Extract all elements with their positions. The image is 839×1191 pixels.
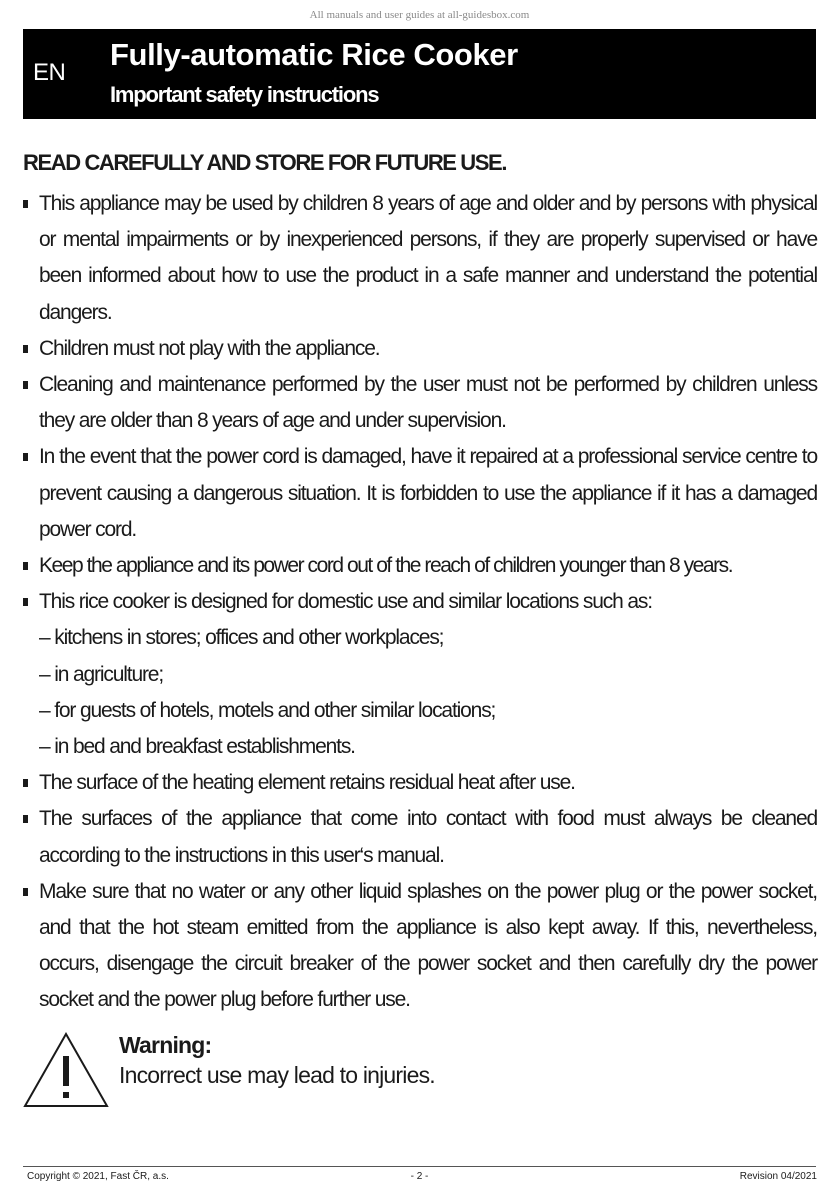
bullet-icon xyxy=(23,562,28,570)
bullet-icon xyxy=(23,453,28,461)
sub-item: – in bed and breakfast establishments. xyxy=(39,735,355,759)
document-subtitle: Important safety instructions xyxy=(110,82,379,107)
revision-text: Revision 04/2021 xyxy=(739,1171,817,1182)
safety-instructions-list xyxy=(23,186,817,1019)
warning-triangle-icon xyxy=(23,1032,109,1108)
language-code: EN xyxy=(33,59,66,86)
bullet-icon xyxy=(23,381,28,389)
list-item xyxy=(23,367,817,439)
bullet-icon xyxy=(23,779,28,787)
footer-divider xyxy=(23,1166,816,1167)
list-item-text: This rice cooker is designed for domestic use and similar locations such as: xyxy=(39,590,652,614)
list-item-text: Make sure that no water or any other liquid splashes on the power plug or the power socket, and that the hot steam emitted from the appliance is also kept away. If this, nevertheless, occurs, disengage the circuit breaker of the power socket and then carefully dry the power socket and the power plug before further use. xyxy=(39,879,817,1012)
bullet-icon xyxy=(23,888,28,896)
copyright-text: Copyright © 2021, Fast ČR, a.s. xyxy=(27,1171,169,1182)
list-item-text: The surfaces of the appliance that come into contact with food must always be cleaned according to the instructions in this user‘s manual. xyxy=(39,807,817,867)
list-item xyxy=(23,584,817,765)
list-item xyxy=(23,439,817,548)
list-item-text: Children must not play with the appliance. xyxy=(39,336,380,360)
sub-item: – for guests of hotels, motels and other similar locations; xyxy=(39,698,496,722)
list-item-text: The surface of the heating element retains residual heat after use. xyxy=(39,771,575,795)
bullet-icon xyxy=(23,200,28,208)
list-item xyxy=(23,874,817,1019)
sub-item: – in agriculture; xyxy=(39,662,164,686)
bullet-icon xyxy=(23,815,28,823)
list-item-text: This appliance may be used by children 8 years of age and older and by persons with physical or mental impairments or by inexperienced persons, if they are properly supervised or have been informed about how to use the product in a safe manner and understand the potential dangers. xyxy=(39,192,817,324)
page-number: - 2 - xyxy=(410,1171,429,1182)
list-item xyxy=(23,548,817,584)
list-item xyxy=(23,331,817,367)
warning-text: Incorrect use may lead to injuries. xyxy=(119,1062,435,1088)
list-item xyxy=(23,765,817,801)
sub-item: – kitchens in stores; offices and other workplaces; xyxy=(39,626,444,650)
warning-label: Warning: xyxy=(119,1032,212,1058)
list-item-text: Cleaning and maintenance performed by the user must not be performed by children unless they are older than 8 years of age and under supervision. xyxy=(39,373,817,433)
watermark: All manuals and user guides at all-guidesbox.com xyxy=(309,9,530,21)
list-item xyxy=(23,801,817,873)
warning-block xyxy=(23,1032,523,1112)
bullet-icon xyxy=(23,345,28,353)
title-banner xyxy=(23,29,816,119)
section-heading: READ CAREFULLY AND STORE FOR FUTURE USE. xyxy=(23,150,507,175)
list-item-text: In the event that the power cord is damaged, have it repaired at a professional service centre to prevent causing a dangerous situation. It is forbidden to use the appliance if it has a damaged power cord. xyxy=(39,445,817,541)
bullet-icon xyxy=(23,598,28,606)
list-item-text: Keep the appliance and its power cord out of the reach of children younger than 8 years. xyxy=(39,554,733,578)
list-item xyxy=(23,186,817,331)
document-title: Fully-automatic Rice Cooker xyxy=(110,37,518,72)
